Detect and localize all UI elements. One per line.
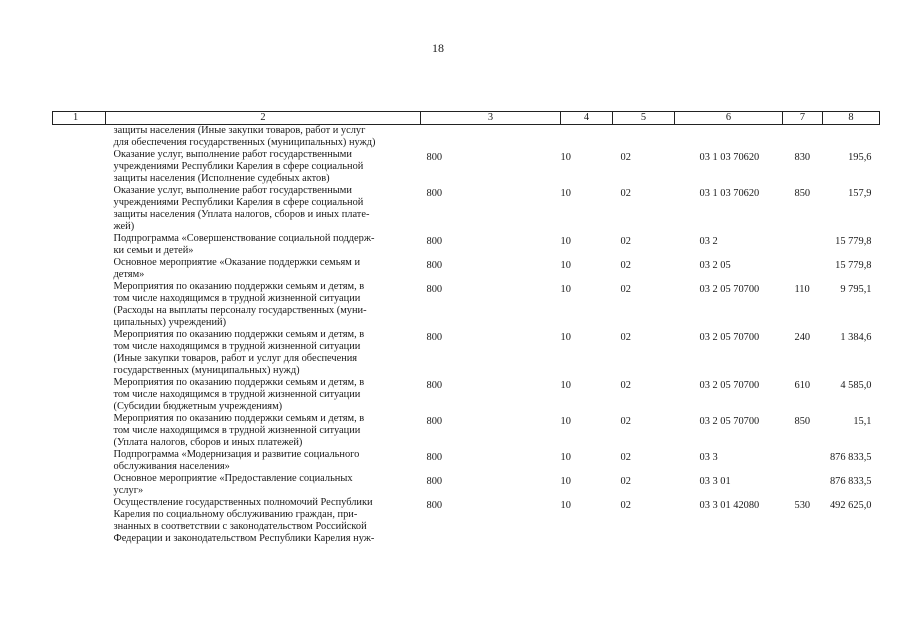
amount-cell: 9 795,1 <box>840 284 872 295</box>
page-number: 18 <box>432 41 444 55</box>
expense-type-cell: 110 <box>794 284 810 295</box>
expense-type-cell: 850 <box>794 416 811 427</box>
section-cell: 10 <box>560 332 571 343</box>
section-cell: 10 <box>560 188 571 199</box>
description-line: том числе находящимся в трудной жизненной ситуации <box>113 425 361 436</box>
description-cell <box>106 125 421 150</box>
description-line: Оказание услуг, выполнение работ государственными <box>113 185 352 196</box>
col-header-4: 4 <box>561 112 613 125</box>
description-cell <box>106 233 421 257</box>
description-line: знанных в соответствии с законодательством Российской <box>113 521 367 532</box>
row-number-cell <box>53 473 106 497</box>
description-line: Основное мероприятие «Предоставление социальных <box>113 473 353 484</box>
grbs-cell: 800 <box>426 236 443 247</box>
subsection-cell: 02 <box>620 332 631 343</box>
description-cell <box>106 257 421 281</box>
description-line: Мероприятия по оказанию поддержки семьям и детям, в <box>113 413 365 424</box>
description-line: Федерации и законодательством Республики Карелия нуж- <box>113 533 375 544</box>
description-line: государственных (муниципальных) нужд) <box>113 365 300 376</box>
description-line: Осуществление государственных полномочий Республики <box>113 497 373 508</box>
description-line: детям» <box>113 269 145 280</box>
description-line: для обеспечения государственных (муниципальных) нужд) <box>113 137 376 148</box>
amount-cell <box>823 125 880 150</box>
description-line: (Уплата налогов, сборов и иных платежей) <box>113 437 303 448</box>
description-line: защиты населения (Исполнение судебных актов) <box>113 173 330 184</box>
table-row <box>53 149 880 185</box>
subsection-cell: 02 <box>620 476 631 487</box>
description-line: том числе находящимся в трудной жизненной ситуации <box>113 293 361 304</box>
expense-type-cell: 240 <box>794 332 811 343</box>
table-row <box>53 185 880 233</box>
grbs-cell: 800 <box>426 332 443 343</box>
description-line: защиты населения (Иные закупки товаров, работ и услуг <box>113 125 366 136</box>
table-header <box>53 112 880 125</box>
col-header-1: 1 <box>53 112 106 125</box>
section-cell: 10 <box>560 152 571 163</box>
amount-cell: 15,1 <box>853 416 872 427</box>
amount-cell: 15 779,8 <box>835 260 872 271</box>
subsection-cell: 02 <box>620 152 631 163</box>
row-number-cell <box>53 329 106 377</box>
expense-type-cell: 850 <box>794 188 811 199</box>
description-line: том числе находящимся в трудной жизненной ситуации <box>113 341 361 352</box>
expense-type-cell <box>783 125 823 150</box>
budget-table <box>52 111 880 545</box>
description-line: Подпрограмма «Модернизация и развитие социального <box>113 449 360 460</box>
section-cell: 10 <box>560 380 571 391</box>
expense-type-cell: 610 <box>794 380 811 391</box>
table-row <box>53 473 880 497</box>
grbs-cell: 800 <box>426 416 443 427</box>
amount-cell: 876 833,5 <box>829 476 872 487</box>
table-row <box>53 281 880 329</box>
description-line: ки семьи и детей» <box>113 245 194 256</box>
row-number-cell <box>53 185 106 233</box>
table-row <box>53 233 880 257</box>
section-cell: 10 <box>560 236 571 247</box>
target-article-cell: 03 1 03 70620 <box>699 188 760 199</box>
row-number-cell <box>53 497 106 545</box>
grbs-cell: 800 <box>426 284 443 295</box>
description-cell <box>106 497 421 545</box>
description-cell <box>106 473 421 497</box>
section-cell: 10 <box>560 416 571 427</box>
section-cell: 10 <box>560 476 571 487</box>
table-row <box>53 125 880 150</box>
subsection-cell: 02 <box>620 500 631 511</box>
grbs-cell <box>421 125 561 150</box>
grbs-cell: 800 <box>426 152 443 163</box>
col-header-8: 8 <box>823 112 880 125</box>
target-article-cell: 03 2 05 70700 <box>699 332 760 343</box>
description-line: Карелия по социальному обслуживанию граждан, при- <box>113 509 358 520</box>
section-cell: 10 <box>560 452 571 463</box>
subsection-cell: 02 <box>620 236 631 247</box>
description-cell <box>106 329 421 377</box>
table-row <box>53 449 880 473</box>
target-article-cell: 03 2 05 <box>699 260 731 271</box>
description-line: Подпрограмма «Совершенствование социальной поддерж- <box>113 233 375 244</box>
grbs-cell: 800 <box>426 188 443 199</box>
description-line: учреждениями Республики Карелия в сфере социальной <box>113 197 364 208</box>
grbs-cell: 800 <box>426 380 443 391</box>
subsection-cell: 02 <box>620 188 631 199</box>
subsection-cell: 02 <box>620 452 631 463</box>
col-header-2: 2 <box>106 112 421 125</box>
table-row <box>53 497 880 545</box>
expense-type-cell <box>783 473 823 497</box>
table-row <box>53 257 880 281</box>
amount-cell: 1 384,6 <box>840 332 872 343</box>
description-line: (Расходы на выплаты персоналу государственных (муни- <box>113 305 367 316</box>
row-number-cell <box>53 413 106 449</box>
table-body <box>53 125 880 546</box>
column-number-row <box>53 112 880 125</box>
row-number-cell <box>53 149 106 185</box>
description-line: учреждениями Республики Карелия в сфере социальной <box>113 161 364 172</box>
target-article-cell: 03 1 03 70620 <box>699 152 760 163</box>
row-number-cell <box>53 281 106 329</box>
expense-type-cell <box>783 449 823 473</box>
description-cell <box>106 281 421 329</box>
description-line: Основное мероприятие «Оказание поддержки семьям и <box>113 257 361 268</box>
subsection-cell: 02 <box>620 380 631 391</box>
col-header-6: 6 <box>675 112 783 125</box>
subsection-cell: 02 <box>620 416 631 427</box>
row-number-cell <box>53 449 106 473</box>
subsection-cell <box>613 125 675 150</box>
section-cell: 10 <box>560 284 571 295</box>
description-line: (Иные закупки товаров, работ и услуг для обеспечения <box>113 353 358 364</box>
amount-cell: 15 779,8 <box>835 236 872 247</box>
grbs-cell: 800 <box>426 260 443 271</box>
subsection-cell: 02 <box>620 260 631 271</box>
description-line: том числе находящимся в трудной жизненной ситуации <box>113 389 361 400</box>
description-line: Оказание услуг, выполнение работ государственными <box>113 149 352 160</box>
description-cell <box>106 449 421 473</box>
row-number-cell <box>53 377 106 413</box>
grbs-cell: 800 <box>426 500 443 511</box>
description-line: Мероприятия по оказанию поддержки семьям и детям, в <box>113 281 365 292</box>
section-cell <box>561 125 613 150</box>
subsection-cell: 02 <box>620 284 631 295</box>
section-cell: 10 <box>560 500 571 511</box>
amount-cell: 195,6 <box>848 152 872 163</box>
amount-cell: 492 625,0 <box>829 500 872 511</box>
col-header-5: 5 <box>613 112 675 125</box>
grbs-cell: 800 <box>426 476 443 487</box>
row-number-cell <box>53 125 106 150</box>
amount-cell: 157,9 <box>848 188 872 199</box>
description-line: жей) <box>113 221 135 232</box>
amount-cell: 876 833,5 <box>829 452 872 463</box>
description-cell <box>106 413 421 449</box>
description-cell <box>106 185 421 233</box>
table-row <box>53 413 880 449</box>
expense-type-cell <box>783 257 823 281</box>
table-row <box>53 329 880 377</box>
description-line: (Субсидии бюджетным учреждениям) <box>113 401 283 412</box>
target-article-cell: 03 3 01 42080 <box>699 500 760 511</box>
expense-type-cell: 530 <box>794 500 811 511</box>
description-line: услуг» <box>113 485 144 496</box>
target-article-cell: 03 3 <box>699 452 718 463</box>
description-cell <box>106 149 421 185</box>
expense-type-cell: 830 <box>794 152 811 163</box>
col-header-7: 7 <box>783 112 823 125</box>
description-line: Мероприятия по оказанию поддержки семьям и детям, в <box>113 329 365 340</box>
table-row <box>53 377 880 413</box>
description-line: ципальных) учреждений) <box>113 317 227 328</box>
description-line: защиты населения (Уплата налогов, сборов и иных плате- <box>113 209 370 220</box>
col-header-3: 3 <box>421 112 561 125</box>
description-cell <box>106 377 421 413</box>
target-article-cell: 03 2 05 70700 <box>699 416 760 427</box>
expense-type-cell <box>783 233 823 257</box>
target-article-cell: 03 2 05 70700 <box>699 284 760 295</box>
amount-cell: 4 585,0 <box>840 380 872 391</box>
target-article-cell: 03 3 01 <box>699 476 731 487</box>
description-line: обслуживания населения» <box>113 461 230 472</box>
section-cell: 10 <box>560 260 571 271</box>
description-line: Мероприятия по оказанию поддержки семьям и детям, в <box>113 377 365 388</box>
row-number-cell <box>53 257 106 281</box>
grbs-cell: 800 <box>426 452 443 463</box>
row-number-cell <box>53 233 106 257</box>
target-article-cell: 03 2 <box>699 236 718 247</box>
target-article-cell: 03 2 05 70700 <box>699 380 760 391</box>
target-article-cell <box>675 125 783 150</box>
